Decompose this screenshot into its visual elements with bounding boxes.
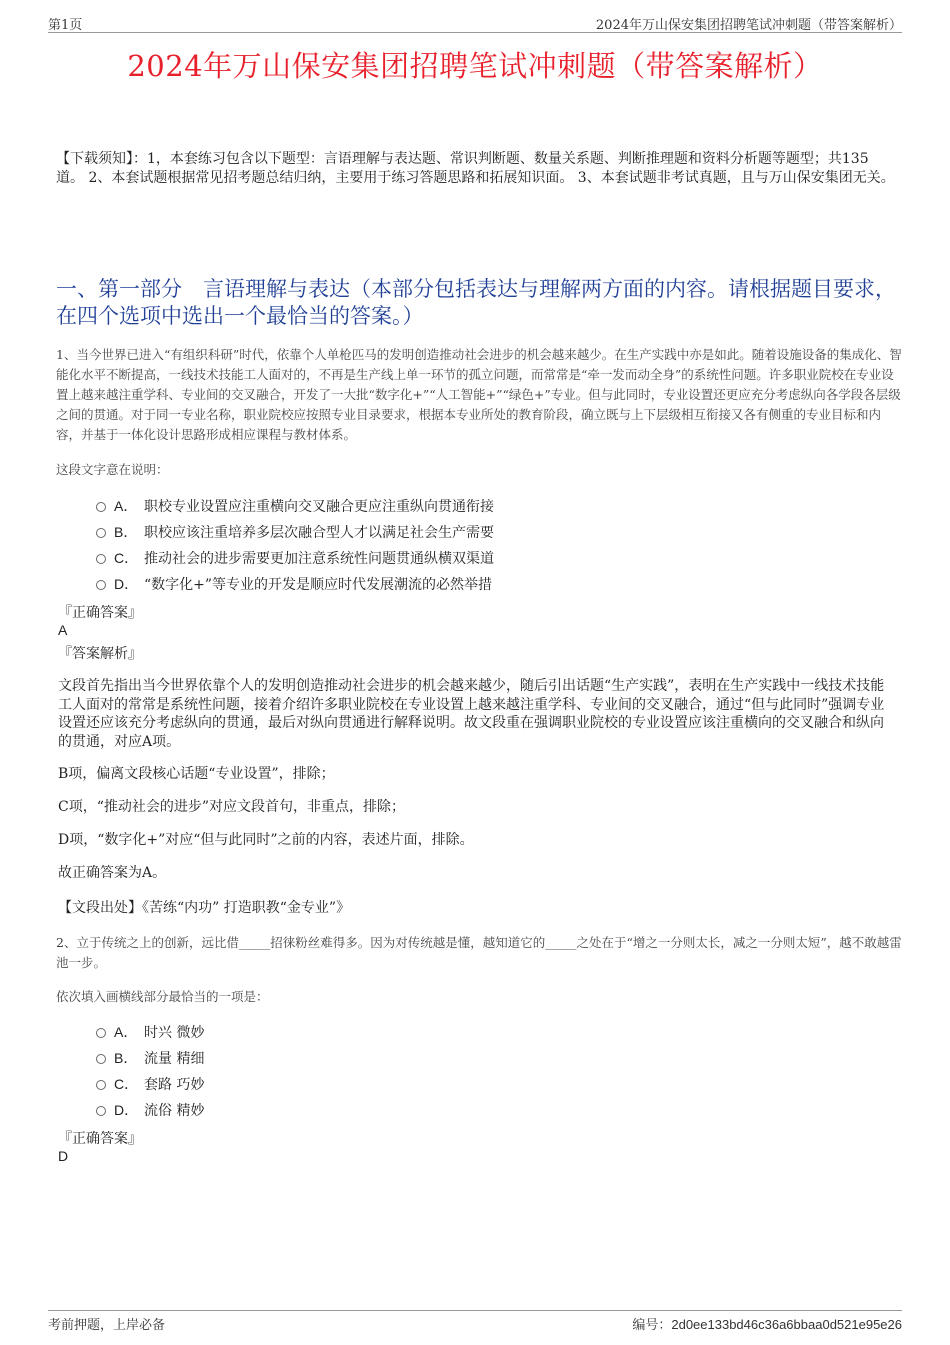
question-2-prompt: 依次填入画横线部分最恰当的一项是：	[56, 989, 269, 1004]
question-1-prompt: 这段文字意在说明：	[56, 462, 169, 477]
option-b[interactable]: B． 流量 精细	[96, 1045, 896, 1071]
option-d[interactable]: D． 流俗 精妙	[96, 1097, 896, 1123]
footer-code	[632, 1314, 902, 1333]
radio-icon[interactable]	[96, 1028, 106, 1038]
question-2-stem: 2、立于传统之上的创新，远比借_____招徕粉丝难得多。因为对传统越是懂，越知道它的_____之处在于“增之一分则太长，减之一分则太短”，越不敢越雷池一步。	[56, 935, 902, 970]
radio-icon[interactable]	[96, 502, 106, 512]
footer-code-label: 编号：	[632, 1318, 672, 1333]
analysis-conclusion: 故正确答案为A。	[58, 865, 167, 881]
analysis-option-c: C项，“推动社会的进步”对应文段首句，非重点，排除；	[58, 799, 406, 815]
answer-label: 『正确答案』	[58, 1131, 142, 1147]
option-d[interactable]: D． “数字化+”等专业的开发是顺应时代发展潮流的必然举措	[96, 571, 896, 597]
option-a[interactable]: A． 职校专业设置应注重横向交叉融合更应注重纵向贯通衔接	[96, 493, 896, 519]
answer-value: D	[58, 1148, 69, 1164]
footer-code-value: 2d0ee133bd46c36a6bbaa0d521e95e26	[671, 1317, 902, 1332]
footer-slogan: 考前押题，上岸必备	[48, 1318, 166, 1333]
analysis-option-b: B项，偏离文段核心话题“专业设置”，排除；	[58, 766, 335, 782]
question-1-options	[96, 493, 896, 597]
radio-icon[interactable]	[96, 1054, 106, 1064]
analysis-source: 【文段出处】《苦练“内功” 打造职教“金专业”》	[58, 900, 351, 916]
page-header	[48, 14, 902, 33]
radio-icon[interactable]	[96, 1080, 106, 1090]
analysis-paragraph: 文段首先指出当今世界依靠个人的发明创造推动社会进步的机会越来越少，随后引出话题“生产实践”，表明在生产实践中一线技术技能工人面对的常常是系统性问题，接着介绍许多职业院校在专业设置上越来越注重学科、专业间的交叉融合，通过“但与此同时”强调专业设置还应该充分考虑纵向的贯通，最后对纵向贯通进行解释说明。故文段重在强调职业院校的专业设置应该注重横向的交叉融合和纵向的贯通，对应A项。	[58, 678, 885, 750]
page-number: 第1页	[48, 18, 83, 33]
download-notice: 【下载须知】：1，本套练习包含以下题型：言语理解与表达题、常识判断题、数量关系题、判断推理题和资料分析题等题型；共135道。 2、本套试题根据常见招考题总结归纳，主要用于练习答题思路和拓展知识面。 3、本套试题非考试真题，且与万山保安集团无关。	[56, 151, 895, 186]
analysis-label: 『答案解析』	[58, 646, 142, 662]
answer-value: A	[58, 622, 68, 638]
question-2-options	[96, 1019, 896, 1123]
analysis-option-d: D项，“数字化+”对应“但与此同时”之前的内容，表述片面，排除。	[58, 832, 474, 848]
radio-icon[interactable]	[96, 528, 106, 538]
question-1-stem: 1、当今世界已进入“有组织科研”时代，依靠个人单枪匹马的发明创造推动社会进步的机会越来越少。在生产实践中亦是如此。随着设施设备的集成化、智能化水平不断提高，一线技术技能工人面对的，不再是生产线上单一环节的孤立问题，而常常是“牵一发而动全身”的系统性问题。许多职业院校在专业设置上越来越注重学科、专业间的交叉融合，开发了一大批“数字化+”“人工智能+”“绿色+”专业。但与此同时，专业设置还更应充分考虑纵向各学段各层级之间的贯通。对于同一专业名称，职业院校应按照专业目录要求，根据本专业所处的教育阶段，确立既与上下层级相互衔接又各有侧重的专业目标和内容，并基于一体化设计思路形成相应课程与教材体系。	[56, 347, 902, 442]
section-heading: 一、第一部分 言语理解与表达（本部分包括表达与理解两方面的内容。请根据题目要求，在四个选项中选出一个最恰当的答案。）	[56, 277, 896, 328]
radio-icon[interactable]	[96, 554, 106, 564]
footer-rule	[48, 1310, 902, 1311]
option-b[interactable]: B． 职校应该注重培养多层次融合型人才以满足社会生产需要	[96, 519, 896, 545]
header-doc-title: 2024年万山保安集团招聘笔试冲刺题（带答案解析）	[595, 18, 902, 33]
answer-label: 『正确答案』	[58, 605, 142, 621]
radio-icon[interactable]	[96, 580, 106, 590]
option-c[interactable]: C． 套路 巧妙	[96, 1071, 896, 1097]
page-title: 2024年万山保安集团招聘笔试冲刺题（带答案解析）	[127, 49, 823, 83]
option-c[interactable]: C． 推动社会的进步需要更加注意系统性问题贯通纵横双渠道	[96, 545, 896, 571]
option-a[interactable]: A． 时兴 微妙	[96, 1019, 896, 1045]
radio-icon[interactable]	[96, 1106, 106, 1116]
